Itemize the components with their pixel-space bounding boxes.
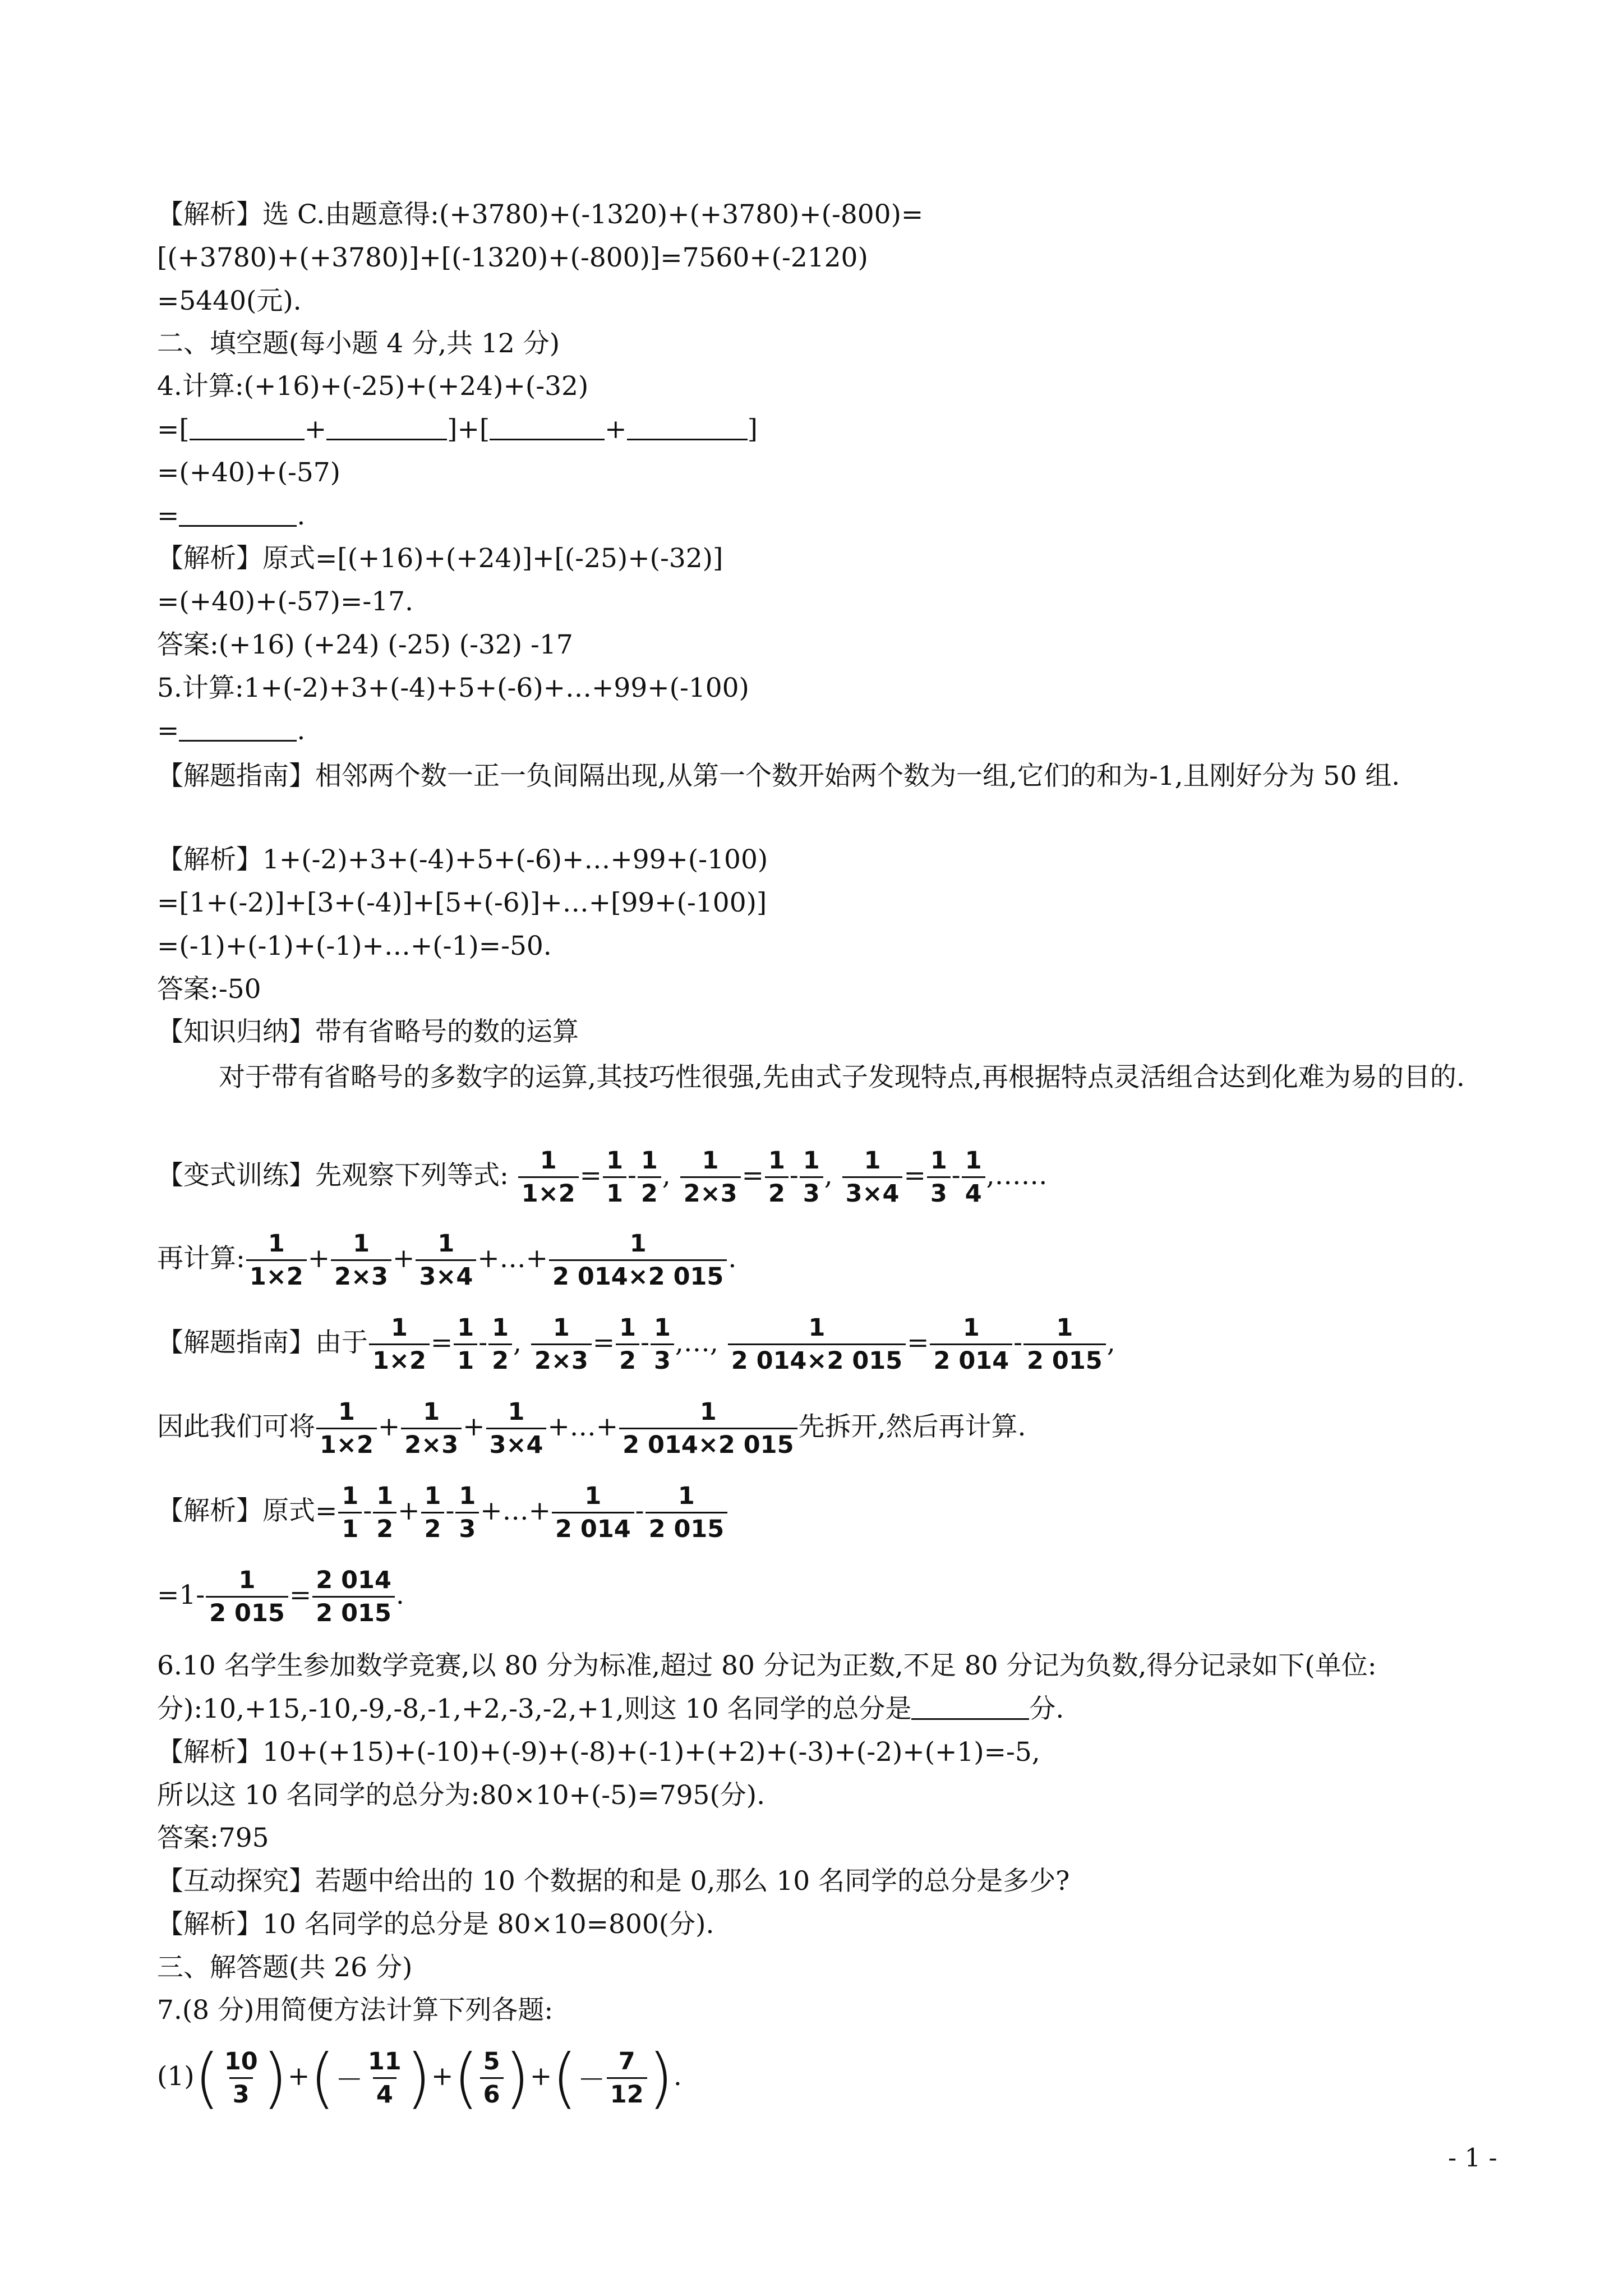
question-5-result: = . — [157, 715, 306, 746]
fraction: $\frac{1}{2}$ — [638, 1148, 661, 1206]
question-4-result: = . — [157, 500, 306, 531]
solution-line: =(-1)+(-1)+(-1)+…+(-1)=-50. — [157, 931, 552, 961]
fraction: $\frac{1}{3}$ — [927, 1148, 951, 1206]
question-5: 5.计算:1+(-2)+3+(-4)+5+(-6)+…+99+(-100) — [157, 673, 749, 703]
fraction: $\frac{1}{1}$ — [454, 1315, 477, 1373]
fraction: $\frac{10}{3}$ — [224, 2047, 258, 2109]
solution-guide: 【解题指南】相邻两个数一正一负间隔出现,从第一个数开始两个数为一组,它们的和为-1,且刚好分为 50 组. — [157, 761, 1400, 792]
fraction: $\frac{1}{2}$ — [488, 1315, 512, 1373]
answer-blank[interactable] — [326, 413, 447, 440]
fraction: $\frac{1}{2}$ — [765, 1148, 789, 1206]
variant-solution: 【解析】原式= $\frac{1}{1}$ - $\frac{1}{2}$ + $\frac{1}{2}$ - $\frac{1}{3}$ +…+ $\frac{1}{2 014}$ - $\frac{1}{2 015}$ — [157, 1478, 728, 1545]
solution-line: 【解析】选 C.由题意得:(+3780)+(-1320)+(+3780)+(-800)= — [157, 199, 924, 230]
question-4: 4.计算:(+16)+(-25)+(+24)+(-32) — [157, 371, 589, 402]
solution-line: =(+40)+(-57)=-17. — [157, 586, 413, 617]
fraction: $\frac{1}{2}$ — [616, 1315, 639, 1373]
fraction: $\frac{1}{1}$ — [338, 1484, 362, 1542]
question-6-cont: 分):10,+15,-10,-9,-8,-1,+2,-3,-2,+1,则这 10 名同学的总分是 分. — [157, 1694, 1064, 1724]
section-heading: 二、填空题(每小题 4 分,共 12 分) — [157, 328, 560, 359]
solution-line: 【解析】原式=[(+16)+(+24)]+[(-25)+(-32)] — [157, 543, 723, 574]
question-7-item-1: (1)( $\frac{10}{3}$ )+(− $\frac{11}{4}$ )+( $\frac{5}{6}$ )+(− $\frac{7}{12}$ ). — [157, 2040, 682, 2116]
page-number: - 1 - — [1448, 2143, 1497, 2173]
fraction: $\frac{1}{2\times 3}$ — [680, 1148, 741, 1206]
fraction: $\frac{1}{2 014\times 2 015}$ — [619, 1400, 797, 1457]
variant-guide-2: 因此我们可将 $\frac{1}{1\times 2}$ + $\frac{1}{2\times 3}$ + $\frac{1}{3\times 4}$ +…+ $\frac{1}{2 014\times 2 015}$ 先拆开,然后再计算. — [157, 1398, 1026, 1459]
fraction: $\frac{1}{2 014\times 2 015}$ — [728, 1315, 906, 1373]
fraction: $\frac{1}{2 015}$ — [1023, 1315, 1106, 1373]
fraction: $\frac{2 014}{2 015}$ — [312, 1568, 395, 1626]
fraction: $\frac{1}{3}$ — [455, 1484, 479, 1542]
answer-line: 答案:(+16) (+24) (-25) (-32) -17 — [157, 629, 573, 660]
fraction: $\frac{1}{4}$ — [962, 1148, 985, 1206]
solution-line: 所以这 10 名同学的总分为:80×10+(-5)=795(分). — [157, 1780, 766, 1811]
fraction: $\frac{1}{2}$ — [421, 1484, 445, 1542]
solution-line: =[1+(-2)]+[3+(-4)]+[5+(-6)]+…+[99+(-100)] — [157, 887, 767, 918]
fraction: $\frac{1}{2 014}$ — [552, 1484, 634, 1542]
fraction: $\frac{11}{4}$ — [367, 2047, 402, 2109]
solution-line: =5440(元). — [157, 286, 302, 316]
fraction: $\frac{1}{1\times 2}$ — [518, 1148, 579, 1206]
question-7: 7.(8 分)用简便方法计算下列各题: — [157, 1995, 554, 2026]
solution-line: 【解析】10 名同学的总分是 80×10=800(分). — [157, 1909, 714, 1940]
variant-intro: 【变式训练】先观察下列等式: $\frac{1}{1\times 2}$ = $\frac{1}{1}$ - $\frac{1}{2}$ , $\frac{1}{2\times 3}$ = $\frac{1}{2}$ - $\frac{1}{3}$ , $\frac{1}{3\times 4}$ = $\frac{1}{3}$ - $\frac{1}{4}$ ,…… — [157, 1147, 1048, 1208]
question-4-blanks: =[ + ]+[ + ] — [157, 414, 758, 445]
question-4-step: =(+40)+(-57) — [157, 457, 340, 488]
fraction: $\frac{1}{3}$ — [800, 1148, 823, 1206]
variant-task: 再计算: $\frac{1}{1\times 2}$ + $\frac{1}{2\times 3}$ + $\frac{1}{3\times 4}$ +…+ $\frac{1}{2 014\times 2 015}$ . — [157, 1230, 737, 1291]
fraction: $\frac{1}{2 015}$ — [206, 1568, 288, 1626]
fraction: $\frac{1}{3\times 4}$ — [486, 1400, 547, 1457]
question-6: 6.10 名学生参加数学竞赛,以 80 分为标准,超过 80 分记为正数,不足 80 分记为负数,得分记录如下(单位: — [157, 1650, 1377, 1681]
interactive-explore: 【互动探究】若题中给出的 10 个数据的和是 0,那么 10 名同学的总分是多少? — [157, 1866, 1070, 1897]
fraction: $\frac{1}{2\times 3}$ — [401, 1400, 462, 1457]
fraction: $\frac{1}{1}$ — [603, 1148, 626, 1206]
fraction: $\frac{1}{2\times 3}$ — [331, 1231, 391, 1289]
knowledge-summary-title: 【知识归纳】带有省略号的数的运算 — [157, 1016, 579, 1047]
section-heading: 三、解答题(共 26 分) — [157, 1952, 413, 1983]
variant-solution-2: =1- $\frac{1}{2 015}$ = $\frac{2 014}{2 015}$ . — [157, 1566, 404, 1627]
solution-line: [(+3780)+(+3780)]+[(-1320)+(-800)]=7560+(-2120) — [157, 242, 868, 273]
answer-line: 答案:-50 — [157, 974, 261, 1005]
answer-blank[interactable] — [627, 413, 748, 440]
fraction: $\frac{1}{2 014\times 2 015}$ — [549, 1231, 727, 1289]
fraction: $\frac{1}{2 014}$ — [930, 1315, 1012, 1373]
fraction: $\frac{1}{1\times 2}$ — [316, 1400, 377, 1457]
knowledge-summary-body: 对于带有省略号的多数字的运算,其技巧性很强,先由式子发现特点,再根据特点灵活组合达到化难为易的目的. — [219, 1062, 1465, 1093]
solution-line: 【解析】10+(+15)+(-10)+(-9)+(-8)+(-1)+(+2)+(-3)+(-2)+(+1)=-5, — [157, 1737, 1040, 1768]
answer-line: 答案:795 — [157, 1823, 269, 1853]
solution-line: 【解析】1+(-2)+3+(-4)+5+(-6)+…+99+(-100) — [157, 844, 768, 875]
variant-guide: 【解题指南】由于 $\frac{1}{1\times 2}$ = $\frac{1}{1}$ - $\frac{1}{2}$ , $\frac{1}{2\times 3}$ = $\frac{1}{2}$ - $\frac{1}{3}$ ,…, $\frac{1}{2 014\times 2 015}$ = $\frac{1}{2 014}$ - $\frac{1}{2 015}$ , — [157, 1314, 1115, 1375]
fraction: $\frac{1}{2}$ — [373, 1484, 396, 1542]
fraction: $\frac{5}{6}$ — [480, 2049, 504, 2107]
fraction: $\frac{1}{2 015}$ — [645, 1484, 728, 1542]
fraction: $\frac{7}{12}$ — [607, 2049, 647, 2107]
fraction: $\frac{1}{3\times 4}$ — [416, 1231, 476, 1289]
answer-blank[interactable] — [911, 1692, 1029, 1720]
answer-blank[interactable] — [490, 413, 605, 440]
answer-blank[interactable] — [179, 499, 297, 527]
fraction: $\frac{1}{3}$ — [651, 1315, 674, 1373]
answer-blank[interactable] — [190, 413, 305, 440]
fraction: $\frac{1}{1\times 2}$ — [246, 1231, 307, 1289]
fraction: $\frac{1}{2\times 3}$ — [531, 1315, 592, 1373]
answer-blank[interactable] — [179, 714, 297, 742]
fraction: $\frac{1}{1\times 2}$ — [369, 1315, 430, 1373]
fraction: $\frac{1}{3\times 4}$ — [842, 1148, 903, 1206]
